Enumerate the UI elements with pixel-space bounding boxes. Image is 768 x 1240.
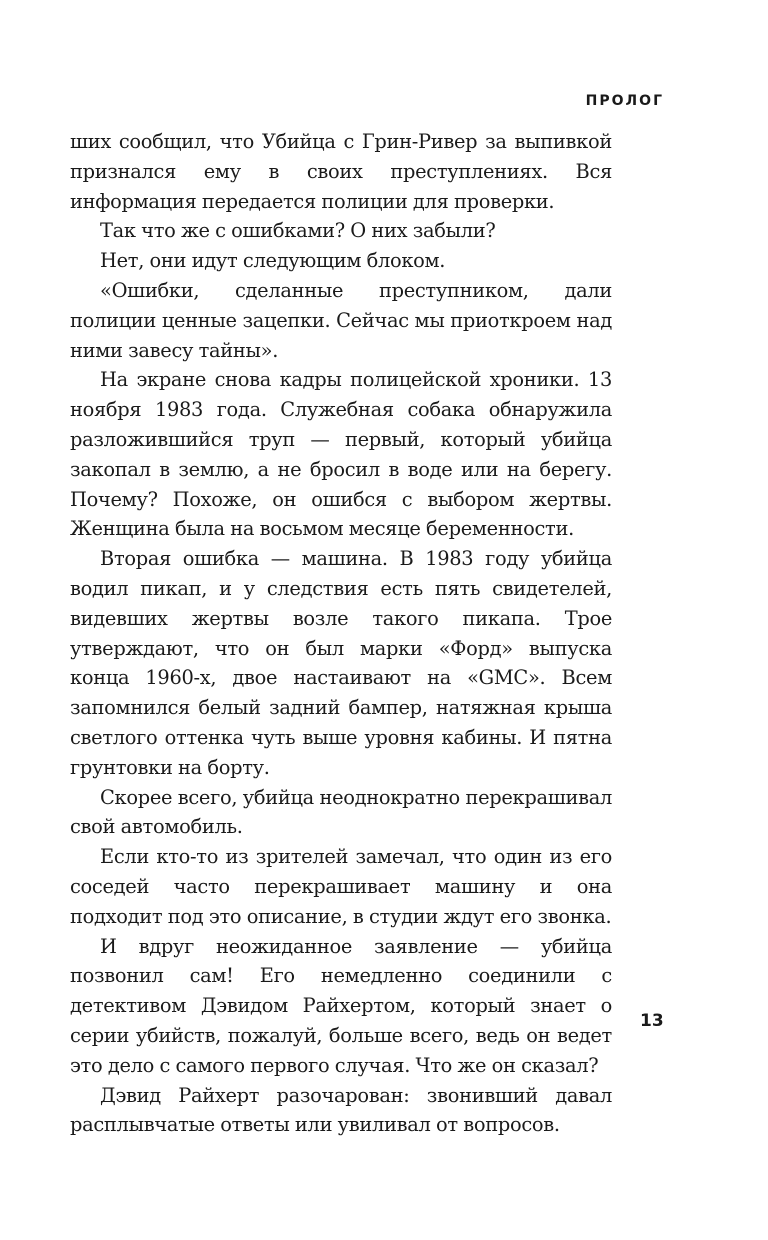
running-head: ПРОЛОГ <box>585 93 664 109</box>
paragraph: Если кто-то из зрителей замечал, что один из его соседей часто перекрашивает машину и она подходит под это описание, в студии ждут его звонка. <box>70 845 612 928</box>
paragraph: И вдруг неожиданное заявление — убийца позвонил сам! Его немедленно соединили с детективом Дэвидом Райхертом, который знает о серии убийств, пожалуй, больше всего, ведь он ведет это дело с самого первого случая. Что же он сказал? <box>70 934 612 1077</box>
paragraph: Так что же с ошибками? О них забыли? <box>100 219 496 243</box>
paragraph: На экране снова кадры полицейской хроники. 13 ноября 1983 года. Служебная собака обнаружила разложившийся труп — первый, который убийца закопал в землю, а не бросил в воде или на берегу. Почему? Похоже, он ошибся с выбором жертвы. Женщина была на восьмом месяце беременности. <box>70 368 612 541</box>
paragraph: Дэвид Райхерт разочарован: звонивший давал расплывчатые ответы или увиливал от вопросов. <box>70 1083 612 1137</box>
body-text <box>70 127 612 1140</box>
paragraph: Скорее всего, убийца неоднократно перекрашивал свой автомобиль. <box>70 785 612 839</box>
paragraph: Нет, они идут следующим блоком. <box>100 249 446 273</box>
page-number: 13 <box>640 1011 664 1031</box>
paragraph-continued: ших сообщил, что Убийца с Грин-Ривер за выпивкой признался ему в своих преступлениях. Вся информация передается полиции для проверки. <box>70 130 612 213</box>
paragraph-quote: «Ошибки, сделанные преступником, дали полиции ценные зацепки. Сейчас мы приоткроем над ними завесу тайны». <box>70 278 612 362</box>
paragraph: Вторая ошибка — машина. В 1983 году убийца водил пикап, и у следствия есть пять свидетелей, видевших жертвы возле такого пикапа. Трое утверждают, что он был марки «Форд» выпуска конца 1960-х, двое настаивают на «GMC». Всем запомнился белый задний бампер, натяжная крыша светлого оттенка чуть выше уровня кабины. И пятна грунтовки на борту. <box>70 547 612 779</box>
